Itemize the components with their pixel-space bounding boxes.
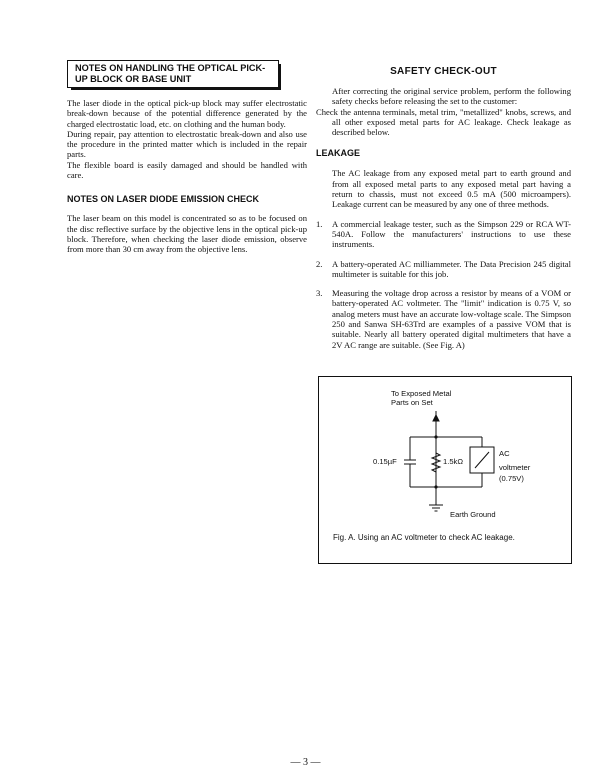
page-number: — 3 — [290, 757, 321, 768]
figure-caption: Fig. A. Using an AC voltmeter to check AC leakage. [333, 533, 515, 542]
safety-checkout-title: SAFETY CHECK-OUT [390, 66, 497, 77]
method-number: 1. [316, 218, 323, 229]
probe-label-line-1: To Exposed Metal [391, 389, 452, 398]
probe-arrow-head [433, 415, 439, 421]
method-number: 3. [316, 288, 323, 299]
handling-paragraph-3: The flexible board is easily damaged and should be handled with care. [67, 159, 307, 181]
left-column [67, 60, 307, 255]
optical-pickup-notes-title: NOTES ON HANDLING THE OPTICAL PICK-UP BLOCK OR BASE UNIT [67, 60, 279, 88]
junction-dot-bottom [434, 485, 437, 488]
capacitor-label: 0.15µF [373, 457, 397, 466]
method-number: 2. [316, 258, 323, 269]
ground-label: Earth Ground [450, 510, 496, 519]
resistor-label: 1.5kΩ [443, 457, 464, 466]
laser-emission-heading: NOTES ON LASER DIODE EMISSION CHECK [67, 194, 260, 205]
leakage-methods-list [316, 219, 571, 350]
handling-paragraph-1: The laser diode in the optical pick-up block may suffer electrostatic break-down because of the potential difference generated by the charged electrostatic load, etc. on clothing and the human body. [67, 98, 307, 129]
leakage-heading: LEAKAGE [316, 148, 361, 159]
laser-emission-paragraph: The laser beam on this model is concentrated so as to be focused on the disc reflective surface by the objective lens in the optical pick-up block. Therefore, when checking the laser diode emission, observe from more than 30 cm away from the objective lens. [67, 213, 307, 255]
figure-a-ac-leakage-circuit [318, 376, 572, 564]
voltmeter-needle [475, 452, 489, 468]
method-text: A commercial leakage tester, such as the Simpson 229 or RCA WT-540A. Follow the manufacturers' instructions to use these instruments. [332, 218, 571, 250]
meter-label-line-2: voltmeter [499, 463, 531, 472]
method-item [316, 288, 571, 350]
handling-notes [67, 98, 307, 180]
probe-label-line-2: Parts on Set [391, 398, 433, 407]
safety-intro: After correcting the original service problem, perform the following safety checks before releasing the set to the customer: [332, 86, 571, 107]
method-text: A battery-operated AC milliammeter. The Data Precision 245 digital multimeter is suitable for this job. [332, 258, 571, 279]
safety-check-instruction: Check the antenna terminals, metal trim, "metallized" knobs, screws, and all other exposed metal parts for AC leakage. Check leakage as described below. [316, 106, 571, 138]
method-item [316, 219, 571, 250]
method-text: Measuring the voltage drop across a resistor by means of a VOM or battery-operated AC voltmeter. The "limit" indication is 0.75 V, so analog meters must have an accurate low-voltage scale. The Simpson 250 and Sanwa SH-63Trd are examples of a passive VOM that is suitable. Nearly all battery operated digital multimeters that have a 2V AC range are suitable. (See Fig. A) [332, 288, 571, 350]
leakage-description: The AC leakage from any exposed metal part to earth ground and from all exposed metal parts to any exposed metal part having a return to chassis, must not exceed 0.5 mA (500 microampers). Leakage current can be measured by any one of three methods. [332, 168, 571, 210]
method-item [316, 259, 571, 280]
junction-dot-top [434, 435, 437, 438]
handling-paragraph-2: During repair, pay attention to electrostatic break-down and also use the procedure in the printed matter which is included in the repair parts. [67, 128, 307, 160]
meter-label-line-3: (0.75V) [499, 474, 524, 483]
meter-label-line-1: AC [499, 449, 510, 458]
right-column [316, 60, 571, 350]
